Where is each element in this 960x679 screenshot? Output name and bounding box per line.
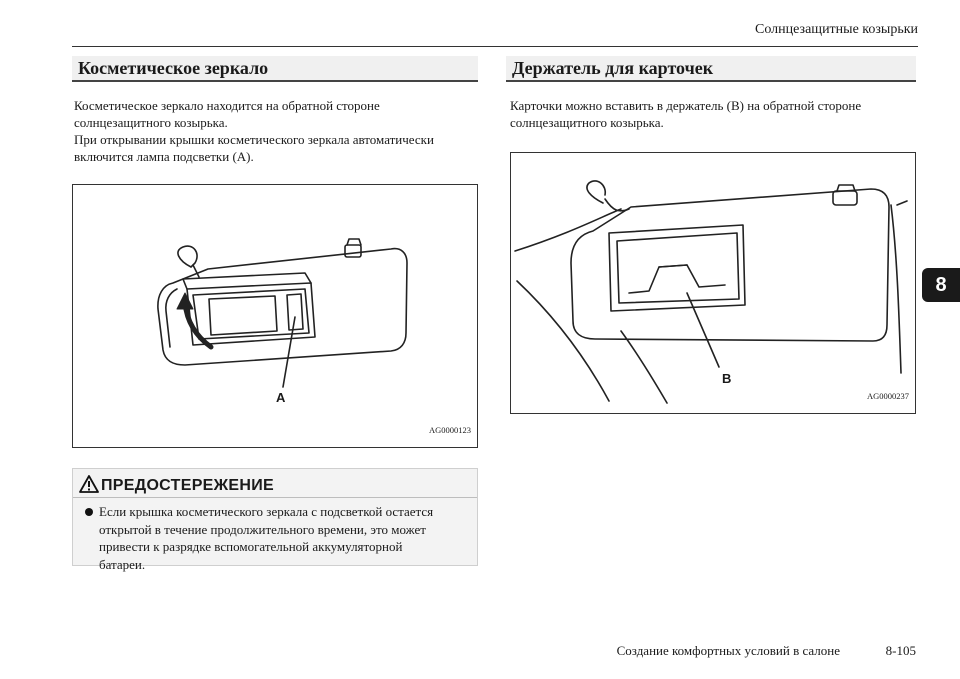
- warning-line: привести к разрядке вспомогательной аккумуляторной: [99, 539, 403, 554]
- warning-text: [99, 503, 469, 573]
- warning-line: батареи.: [99, 556, 146, 572]
- warning-rule: [73, 497, 477, 498]
- chapter-tab: 8: [922, 268, 960, 302]
- paragraph-line: При открывании крышки косметического зеркала автоматически: [74, 132, 434, 147]
- section-heading-vanity-mirror: Косметическое зеркало: [72, 56, 478, 82]
- callout-a: A: [276, 390, 286, 405]
- figure-card-holder: [510, 152, 916, 414]
- warning-box: [72, 468, 478, 572]
- header-rule: [72, 46, 918, 47]
- paragraph-line: солнцезащитного козырька.: [510, 115, 664, 130]
- card-holder-illustration: [511, 153, 915, 413]
- paragraph-line: Косметическое зеркало находится на обратной стороне: [74, 98, 380, 113]
- warning-line: открытой в течение продолжительного времени, это может: [99, 521, 426, 537]
- paragraph-line: включится лампа подсветки (A).: [74, 149, 254, 164]
- vanity-mirror-description: [74, 97, 484, 165]
- warning-title-text: ПРЕДОСТЕРЕЖЕНИЕ: [101, 477, 274, 494]
- running-header: Солнцезащитные козырьки: [755, 22, 918, 37]
- warning-triangle-icon: [79, 475, 99, 498]
- card-holder-description: [510, 97, 920, 131]
- figure-code: AG0000237: [866, 391, 909, 401]
- callout-b: B: [722, 371, 732, 386]
- footer-section-title: Создание комфортных условий в салоне: [616, 643, 840, 658]
- bullet-icon: [85, 508, 93, 516]
- page-number: 8-105: [885, 643, 916, 658]
- figure-code: AG0000123: [428, 425, 471, 435]
- warning-title: [73, 475, 274, 498]
- figure-vanity-mirror: [72, 184, 478, 448]
- paragraph-line: Карточки можно вставить в держатель (B) на обратной стороне: [510, 98, 862, 113]
- section-heading-card-holder: Держатель для карточек: [506, 56, 916, 82]
- vanity-mirror-illustration: [73, 185, 477, 447]
- paragraph-line: солнцезащитного козырька.: [74, 115, 228, 130]
- warning-line: Если крышка косметического зеркала с подсветкой остается: [99, 504, 434, 519]
